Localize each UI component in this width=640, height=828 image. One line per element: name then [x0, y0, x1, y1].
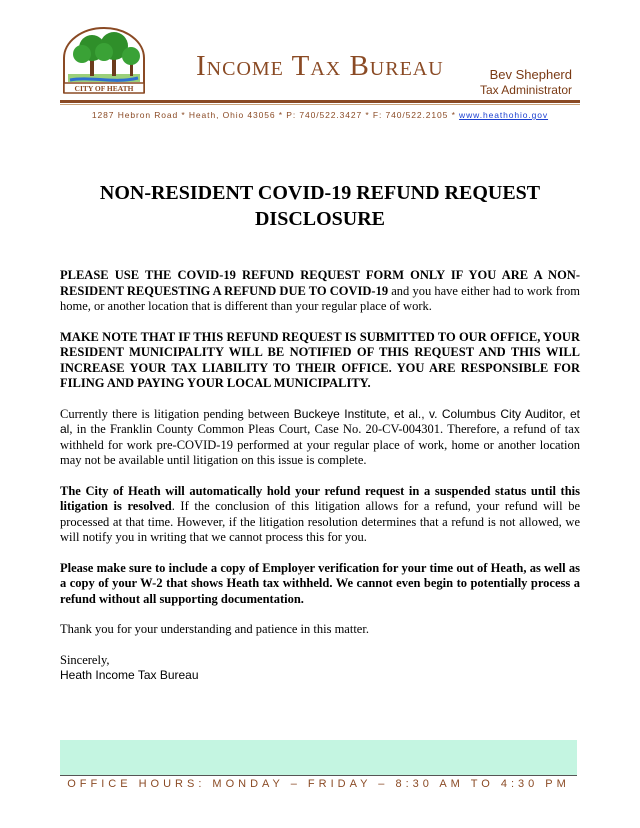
footer-divider: [60, 775, 577, 776]
logo-text: CITY OF HEATH: [74, 84, 134, 93]
closing: Sincerely,: [60, 652, 110, 667]
notification-warning: MAKE NOTE THAT IF THIS REFUND REQUEST IS SUBMITTED TO OUR OFFICE, YOUR RESIDENT MUNICIPALITY WILL BE NOTIFIED OF THIS REQUEST AND THIS WILL INCREASE YOUR TAX LIABILITY TO THEIR OFFICE. YOU ARE RESPONSIBLE FOR FILING AND PAYING YOUR LOCAL MUNICIPALITY.: [60, 329, 580, 390]
admin-title: Tax Administrator: [479, 83, 572, 97]
tree-icon: [122, 47, 140, 65]
admin-name: Bev Shepherd: [489, 67, 572, 82]
address-line: [0, 110, 640, 120]
case-name: Buckeye Institute, et al., v. Columbus City Auditor, et al: [60, 406, 580, 436]
website-link[interactable]: www.heathohio.gov: [459, 110, 549, 120]
documentation-note: Please make sure to include a copy of Employer verification for your time out of Heath, as well as a copy of your W-2 that shows Heath tax withheld. We cannot even begin to potentially process a refund without all supporting documentation.: [60, 560, 580, 606]
paragraph-usage-note: [60, 268, 580, 315]
header-divider: [60, 100, 580, 103]
suspended-status-rest: . If the conclusion of this litigation allows for a refund, your refund will be processed at that time. However, if the litigation resolution determines that a refund is not allowed, we will notify you in writing that we cannot process this for you.: [60, 499, 580, 544]
bureau-title: Income Tax Bureau: [196, 50, 444, 82]
litigation-intro: Currently there is litigation pending between: [60, 406, 294, 421]
litigation-details: , in the Franklin County Common Pleas Court, Case No. 20-CV-004301. Therefore, a refund of tax withheld for work pre-COVID-19 performed at your regular place of work, home or another location may not be available until litigation on this issue is complete.: [60, 422, 580, 467]
paragraph-documentation: [60, 561, 580, 608]
paragraph-notification-warning: [60, 330, 580, 392]
address-text: 1287 Hebron Road * Heath, Ohio 43056 * P: 740/522.3427 * F: 740/522.2105 *: [91, 110, 460, 120]
header-divider-thin: [60, 104, 580, 105]
document-body: [60, 268, 580, 684]
suspended-status-bold: The City of Heath will automatically hold your refund request in a suspended status until this litigation is resolved: [60, 483, 580, 513]
title-line-2: DISCLOSURE: [254, 208, 386, 230]
river-shape: [70, 78, 138, 80]
title-line-1: NON-RESIDENT COVID-19 REFUND REQUEST: [99, 182, 541, 204]
footer-band: [60, 740, 577, 775]
paragraph-thanks: Thank you for your understanding and patience in this matter.: [60, 622, 369, 636]
usage-note-rest: and you have either had to work from home, or another location that is different than your regular place of work.: [60, 283, 580, 313]
signature: Heath Income Tax Bureau: [60, 668, 199, 682]
office-hours: OFFICE HOURS: MONDAY – FRIDAY – 8:30 AM TO 4:30 PM: [67, 778, 570, 790]
usage-note-bold: PLEASE USE THE COVID-19 REFUND REQUEST FORM ONLY IF YOU ARE A NON-RESIDENT REQUESTING A REFUND DUE TO COVID-19: [60, 268, 580, 298]
paragraph-suspended-status: [60, 484, 580, 546]
paragraph-litigation: [60, 407, 580, 469]
city-of-heath-logo: [60, 24, 148, 96]
document-title: [60, 180, 580, 232]
